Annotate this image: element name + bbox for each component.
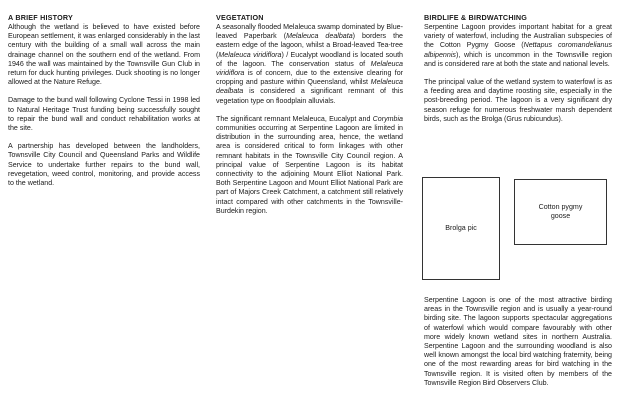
goose-placeholder-label: Cotton pygmy goose [538, 203, 583, 220]
history-paragraph: Although the wetland is believed to have existed before European settlement, it was enlarged considerably in the last century with the building of a small wall across the main drainage channel on the southern end of the wetland. From 1946 the wall was maintained by the Townsville Gun Club in return for duck hunting privileges. Duck shooting is no longer allowed at the Nature Refuge. [8, 23, 200, 87]
birdlife-heading: BIRDLIFE & BIRDWATCHING [424, 13, 528, 22]
text-run: The significant remnant Melaleuca, Eucalypt and [216, 114, 373, 123]
history-paragraph: Damage to the bund wall following Cyclone Tessi in 1998 led to Natural Heritage Trust funding being successfully sought to repair the bund wall and conduct rehabilitation works at the site. [8, 96, 200, 133]
vegetation-paragraph [216, 115, 403, 216]
text-run: Serpentine Lagoon provides important habitat for a great variety of waterfowl, including the Australian subspecies of the Cotton Pygmy Goose ( [424, 23, 612, 50]
text-run: ) / Eucalypt woodland is located south of the lagoon. The conservation status of [216, 50, 403, 68]
species-name: Melaleuca viridiflora [216, 59, 403, 78]
text-run: ), which is uncommon in the Townsville region and is considered rare at both the state and national levels. [424, 50, 612, 68]
species-name: Melaleuca dealbata [286, 32, 353, 41]
text-run: is considered a significant remnant of this vegetation type on floodplain alluvials. [216, 87, 403, 105]
birdlife-column [424, 13, 612, 133]
text-run: communities occurring at Serpentine Lagoon are limited in distribution in the surrounding area, hence, the wetland area is considered critical to form linkages with other remnant habitats in the Townsville City Council region. A principal value of Serpentine Lagoon is its habitat connectivity to the adjoining Mount Elliot National Park. Both Serpentine Lagoon and Mount Elliot National Park are part of Majors Creek Catchment, a catchment still relatively intact compared with other catchments in the Townsville-Burdekin region. [216, 124, 403, 215]
history-paragraph: A partnership has developed between the landholders, Townsville City Council and Queensland Parks and Wildlife Service to undertake further repairs to the bund wall, revegetation, weed control, monitoring, and provide access to the wetland. [8, 142, 200, 188]
vegetation-heading: VEGETATION [216, 13, 264, 22]
brolga-image-placeholder [422, 177, 500, 280]
text-run: A seasonally flooded Melaleuca swamp dominated by Blue-leaved Paperbark ( [216, 23, 403, 41]
species-name: Melaleuca dealbata [216, 78, 403, 96]
goose-image-placeholder [514, 179, 607, 245]
birdlife-paragraph: Serpentine Lagoon is one of the most attractive birding areas in the Townsville region and is usually a year-round birding site. The lagoon supports spectacular aggregations of waterfowl which would compare favourably with other more widely known wetland sites in northern Australia. Serpentine Lagoon and the surrounding woodland is also well known amongst the local bird watching fraternity, being one of the most rewarding areas for bird watching in the Townsville region. It is visited often by members of the Townsville Region Bird Observers Club. [424, 296, 612, 387]
brolga-placeholder-label: Brolga pic [445, 224, 477, 232]
birdlife-paragraph: The principal value of the wetland system to waterfowl is as a feeding area and daytime roosting site, especially in the post-breeding period. The lagoon is a very significant dry season refuge for numerous freshwater marsh dependent birds, such as the Brolga (Grus rubicundus). [424, 78, 612, 123]
history-heading: A BRIEF HISTORY [8, 13, 74, 22]
vegetation-paragraph [216, 23, 403, 106]
history-column [8, 13, 200, 197]
species-name: Melaleuca viridiflora [218, 50, 282, 59]
text-run: is of concern, due to the extensive clearing for cropping and pasture within Queensland, whilst [216, 69, 403, 87]
species-name: Nettapus coromandelianus albipennis [424, 41, 612, 59]
birdlife-column-lower [424, 296, 612, 397]
genus-name: Corymbia [372, 114, 403, 123]
birdlife-paragraph [424, 23, 612, 69]
vegetation-column [216, 13, 403, 225]
text-run: ) borders the eastern edge of the lagoon, whilst a Broad-leaved Tea-tree ( [216, 32, 403, 59]
